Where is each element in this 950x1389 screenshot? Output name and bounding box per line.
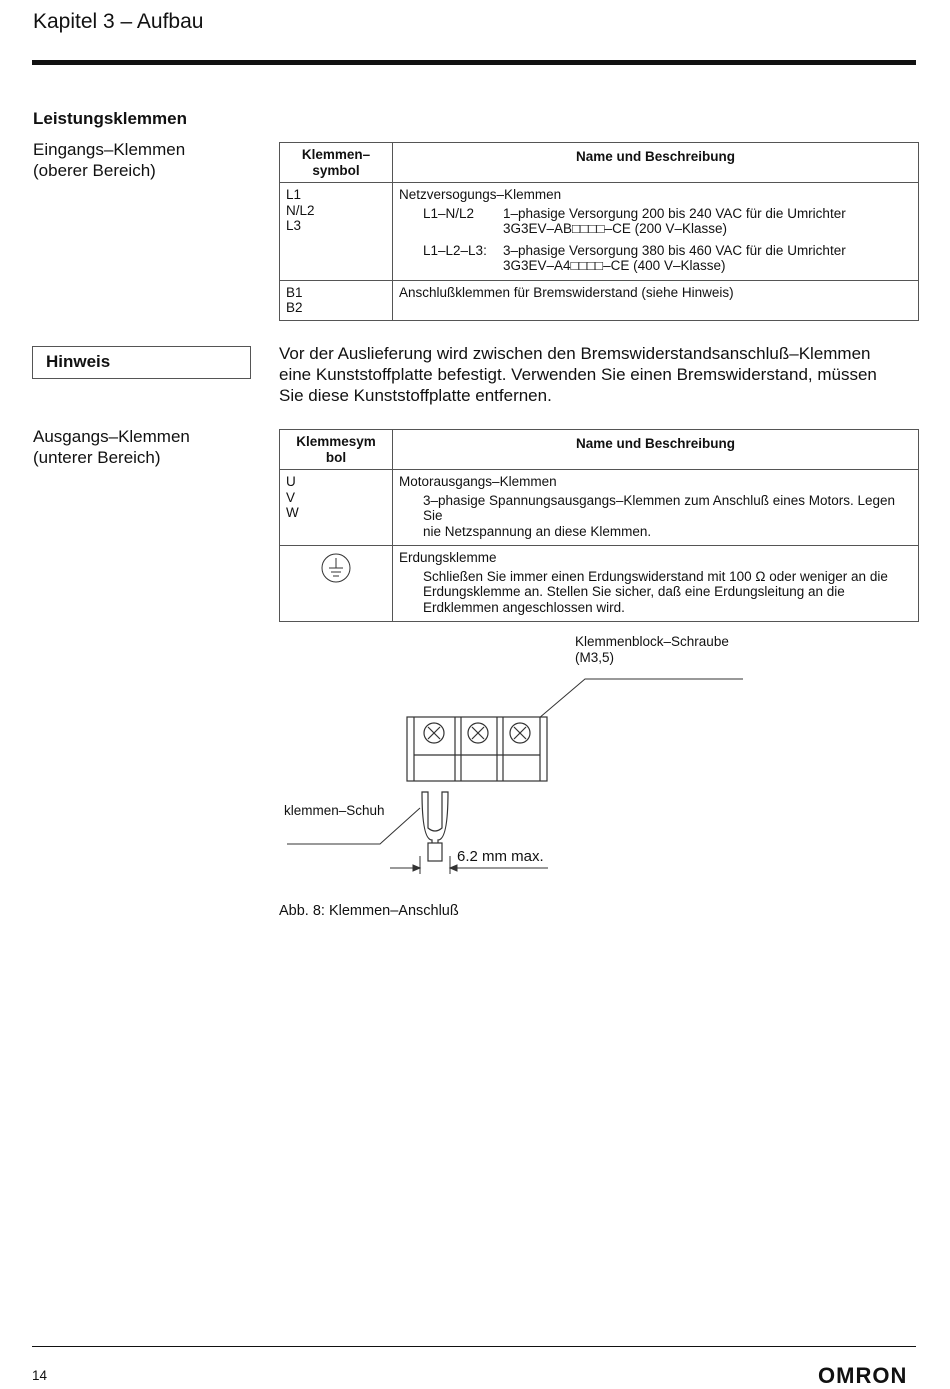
sub-entry bbox=[423, 206, 912, 237]
output-label-line: Ausgangs–Klemmen bbox=[33, 427, 190, 446]
section-heading: Leistungsklemmen bbox=[33, 109, 187, 128]
description-cell: Anschlußklemmen für Bremswiderstand (siehe Hinweis) bbox=[393, 280, 919, 320]
output-label-line: (unterer Bereich) bbox=[33, 448, 161, 467]
input-terminal-table bbox=[279, 142, 919, 321]
header-text: Klemmesym bbox=[296, 434, 376, 449]
header-rule bbox=[32, 60, 916, 65]
description-cell bbox=[393, 470, 919, 546]
input-label-line: Eingangs–Klemmen bbox=[33, 140, 186, 159]
description-line: Erdklemmen angeschlossen wird. bbox=[423, 599, 625, 615]
symbol-cell bbox=[280, 470, 393, 546]
sub-text: 3G3EV–AB□□□□–CE (200 V–Klasse) bbox=[503, 221, 727, 236]
description-title: Netzversogungs–Klemmen bbox=[399, 187, 562, 202]
ground-icon bbox=[320, 552, 352, 584]
screw-label-line: Klemmenblock–Schraube bbox=[575, 634, 729, 649]
header-text: symbol bbox=[312, 162, 360, 178]
table-header-row bbox=[280, 430, 919, 470]
table-row bbox=[280, 183, 919, 281]
hint-line: Sie diese Kunststoffplatte entfernen. bbox=[279, 386, 552, 405]
hint-line: Vor der Auslieferung wird zwischen den Bremswiderstandsanschluß–Klemmen bbox=[279, 344, 871, 363]
table-row bbox=[280, 280, 919, 320]
description-line: Erdungsklemme an. Stellen Sie sicher, daß eine Erdungsleitung an die bbox=[423, 584, 845, 599]
page-number: 14 bbox=[32, 1368, 48, 1383]
description-body bbox=[423, 569, 912, 616]
terminal-symbol: B2 bbox=[286, 300, 303, 315]
terminal-symbol: W bbox=[286, 505, 299, 520]
description-cell bbox=[393, 546, 919, 622]
screw-icons bbox=[424, 723, 530, 743]
hint-label: Hinweis bbox=[46, 352, 111, 371]
footer-rule bbox=[32, 1346, 916, 1347]
screw-label-line: (M3,5) bbox=[575, 650, 615, 665]
description-cell bbox=[393, 183, 919, 281]
symbol-cell bbox=[280, 280, 393, 320]
header-symbol bbox=[280, 430, 393, 470]
terminal-symbol: U bbox=[286, 474, 296, 489]
header-symbol bbox=[280, 143, 393, 183]
table-row bbox=[280, 546, 919, 622]
sub-text: 1–phasige Versorgung 200 bis 240 VAC für die Umrichter bbox=[503, 205, 846, 221]
chapter-title: Kapitel 3 – Aufbau bbox=[33, 10, 204, 33]
omron-logo: OMRON bbox=[818, 1363, 908, 1388]
sub-key: L1–L2–L3: bbox=[423, 242, 487, 258]
header-description: Name und Beschreibung bbox=[393, 430, 919, 470]
terminal-symbol: L1 bbox=[286, 187, 302, 202]
description-body bbox=[423, 493, 912, 540]
table-header-row bbox=[280, 143, 919, 183]
hint-line: eine Kunststoffplatte befestigt. Verwenden Sie einen Bremswiderstand, müssen bbox=[279, 365, 877, 384]
symbol-cell bbox=[280, 546, 393, 622]
output-terminal-table bbox=[279, 429, 919, 622]
screw-leader-line bbox=[525, 679, 743, 730]
description-line: nie Netzspannung an diese Klemmen. bbox=[423, 523, 652, 539]
sub-key: L1–N/L2 bbox=[423, 205, 475, 221]
terminal-symbol: L3 bbox=[286, 218, 302, 233]
terminal-symbol: N/L2 bbox=[286, 202, 315, 218]
terminal-symbol: V bbox=[286, 489, 296, 505]
description-line: Schließen Sie immer einen Erdungswiderstand mit 100 Ω oder weniger an die bbox=[423, 568, 888, 584]
input-label-line: (oberer Bereich) bbox=[33, 161, 156, 180]
dimension-label: 6.2 mm max. bbox=[457, 848, 544, 865]
description-title: Motorausgangs–Klemmen bbox=[399, 474, 557, 489]
screw-label bbox=[575, 634, 729, 666]
lug-label: klemmen–Schuh bbox=[284, 803, 385, 818]
figure-caption: Abb. 8: Klemmen–Anschluß bbox=[279, 903, 459, 919]
description-line: 3–phasige Spannungsausgangs–Klemmen zum Anschluß eines Motors. Legen Sie bbox=[423, 492, 896, 523]
symbol-cell bbox=[280, 183, 393, 281]
sub-text: 3–phasige Versorgung 380 bis 460 VAC für die Umrichter bbox=[503, 242, 846, 258]
hint-text bbox=[279, 343, 909, 406]
crimp-lug bbox=[422, 792, 448, 861]
output-terminals-label bbox=[33, 426, 190, 468]
description-title: Erdungsklemme bbox=[399, 550, 497, 565]
terminal-symbol: B1 bbox=[286, 284, 303, 300]
header-text: Klemmen– bbox=[301, 147, 371, 162]
table-row bbox=[280, 470, 919, 546]
input-terminals-label bbox=[33, 139, 185, 181]
sub-text: 3G3EV–A4□□□□–CE (400 V–Klasse) bbox=[503, 258, 726, 273]
sub-entry bbox=[423, 243, 912, 274]
header-description: Name und Beschreibung bbox=[393, 143, 919, 183]
header-text: bol bbox=[325, 449, 347, 465]
